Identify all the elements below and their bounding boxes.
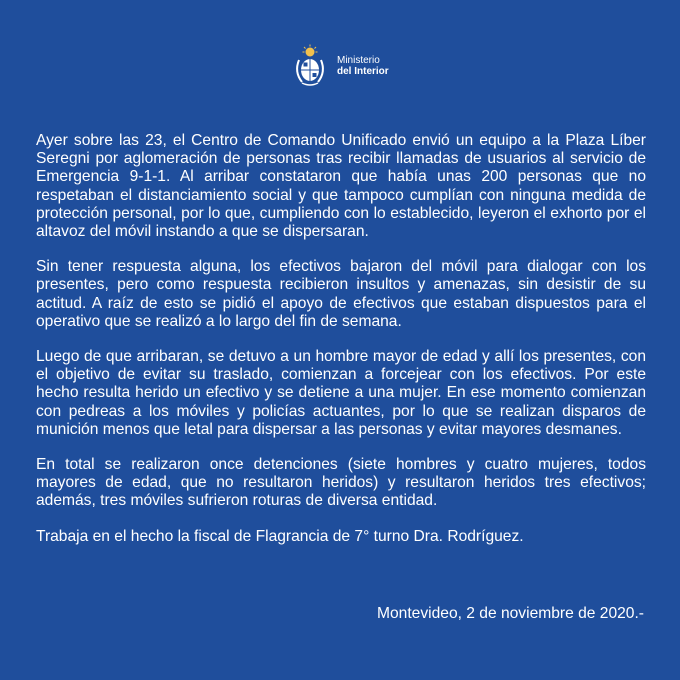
coat-of-arms-icon [290,44,330,88]
ministry-name [337,55,389,77]
statement-body [36,132,646,563]
paragraph-4: En total se realizaron once detenciones (siete hombres y cuatro mujeres, todos mayores de edad, que no resultaron heridos) y resultaron heridos tres efectivos; además, tres móviles sufrieron roturas de diversa entidad. [36,456,646,510]
paragraph-2: Sin tener respuesta alguna, los efectivos bajaron del móvil para dialogar con los presentes, pero como respuesta recibieron insultos y amenazas, sin desistir de su actitud. A raíz de esto se pidió el apoyo de efectivos que estaban dispuestos para el operativo que se realizó a lo largo del fin de semana. [36,258,646,330]
ministry-header [290,44,389,88]
date-signature: Montevideo, 2 de noviembre de 2020.- [377,605,644,622]
paragraph-3: Luego de que arribaran, se detuvo a un hombre mayor de edad y allí los presentes, con el objetivo de evitar su traslado, comienzan a forcejear con los efectivos. Por este hecho resulta herido un efectivo y se detiene a una mujer. En ese momento comienzan con pedreas a los móviles y policías actuantes, por lo que se realizan disparos de munición menos que letal para dispersar a las personas y evitar mayores desmanes. [36,348,646,438]
ministry-line1: Ministerio [337,55,380,66]
paragraph-5: Trabaja en el hecho la fiscal de Flagrancia de 7° turno Dra. Rodríguez. [36,527,524,545]
paragraph-1: Ayer sobre las 23, el Centro de Comando Unificado envió un equipo a la Plaza Líber Seregni por aglomeración de personas tras recibir llamadas de usuarios al servicio de Emergencia 9-1-1. Al arribar constataron que había unas 200 personas que no respetaban el distanciamiento social y que tampoco cumplían con ninguna medida de protección personal, por lo que, cumpliendo con lo establecido, leyeron el exhorto por el altavoz del móvil instando a que se dispersaran. [36,132,646,241]
ministry-line2: del Interior [337,66,389,77]
